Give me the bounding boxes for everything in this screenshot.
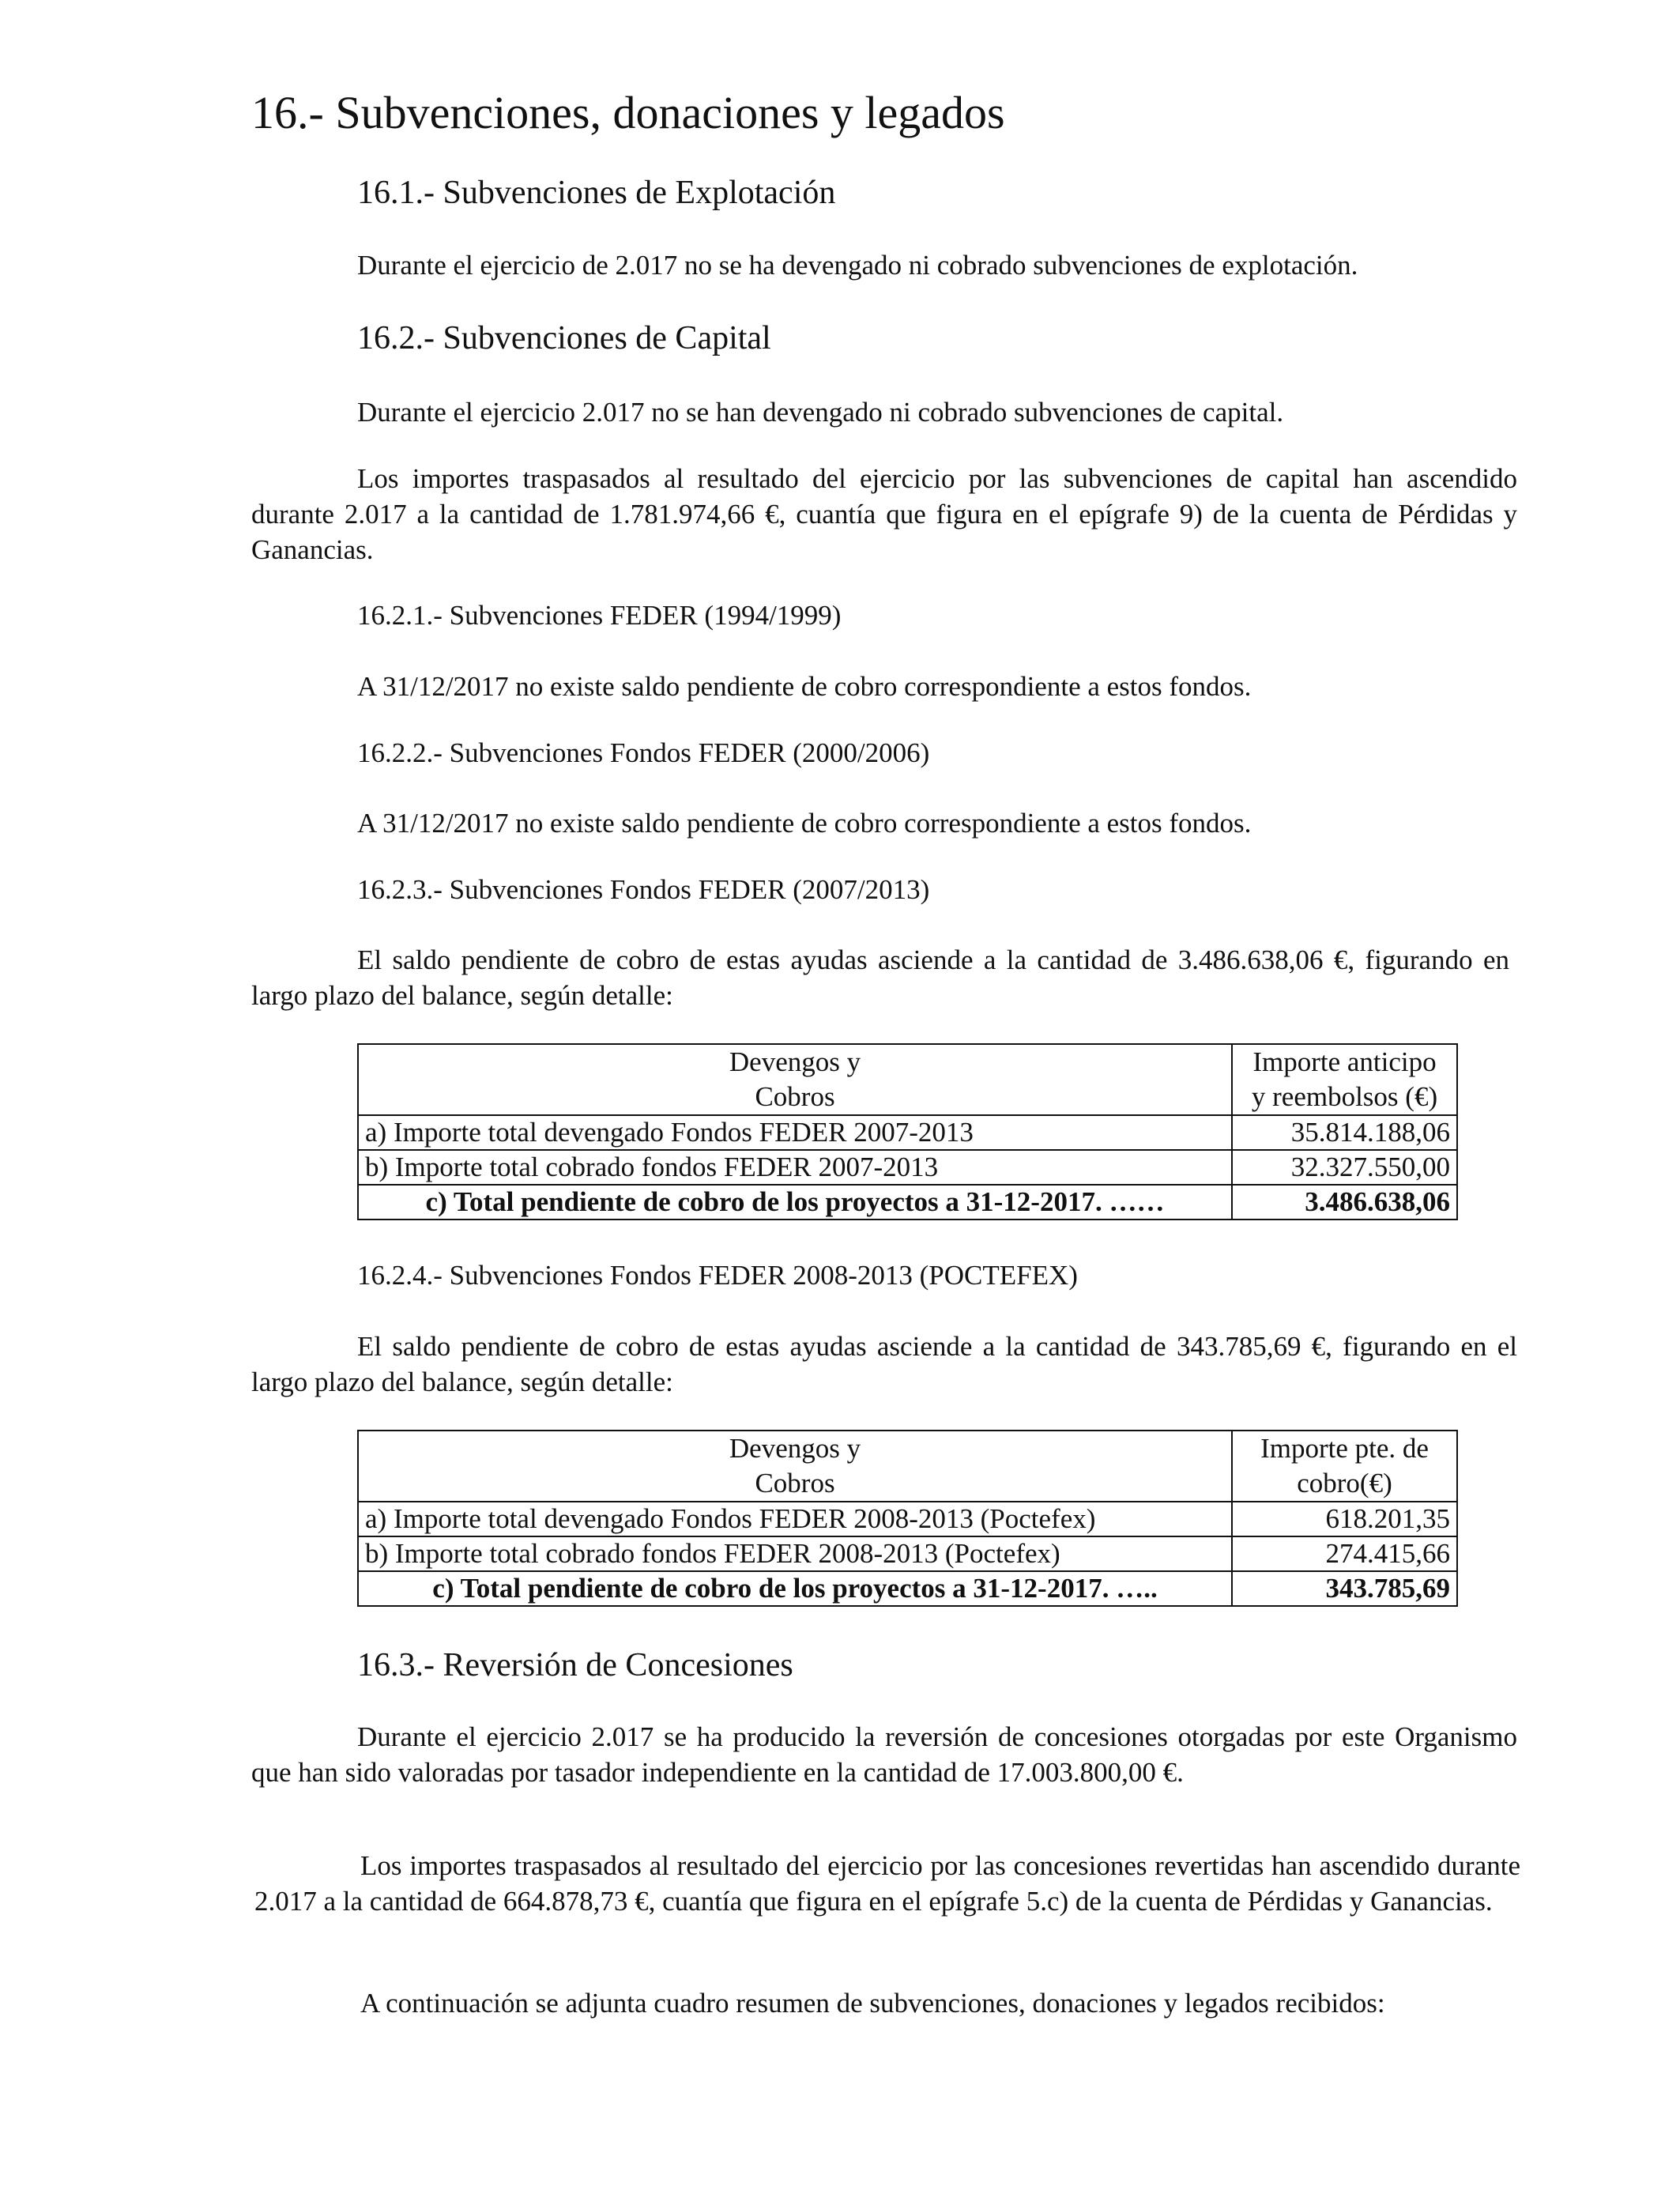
heading-16-2-3: 16.2.3.- Subvenciones Fondos FEDER (2007/2013) [357,874,930,905]
paragraph-16-3-a-text: Durante el ejercicio 2.017 se ha producido la reversión de concesiones otorgadas por este Organismo que han sido valoradas por tasador independiente en la cantidad de 17.003.800,00 €. [251,1721,1517,1788]
paragraph-16-2-3-text: El saldo pendiente de cobro de estas ayudas asciende a la cantidad de 3.486.638,06 €, figurando en largo plazo del balance, según detalle: [251,944,1509,1011]
col2-line1: Importe pte. de [1260,1433,1429,1464]
table-row [358,1150,1457,1185]
row-b-label: b) Importe total cobrado fondos FEDER 2007-2013 [358,1150,1232,1185]
table-total-row [358,1571,1457,1606]
row-c-value: 3.486.638,06 [1232,1185,1457,1220]
row-c-label: c) Total pendiente de cobro de los proyectos a 31-12-2017. ….. [358,1571,1232,1606]
table-header-row [358,1431,1457,1502]
table-row [358,1115,1457,1150]
col1-line2: Cobros [755,1081,835,1112]
heading-16-2-4: 16.2.4.- Subvenciones Fondos FEDER 2008-2013 (POCTEFEX) [357,1260,1078,1291]
paragraph-16-3-a [251,1719,1517,1790]
table-row [358,1536,1457,1571]
paragraph-16-2-1: A 31/12/2017 no existe saldo pendiente de cobro correspondiente a estos fondos. [357,671,1252,702]
paragraph-16-2-b [251,461,1517,567]
col2-line2: y reembolsos (€) [1251,1081,1438,1112]
row-a-value: 35.814.188,06 [1232,1115,1457,1150]
paragraph-16-3-b [254,1848,1520,1919]
table-feder-2007-2013 [357,1043,1458,1220]
table-feder-poctefex [357,1430,1458,1607]
paragraph-16-2-a: Durante el ejercicio 2.017 no se han devengado ni cobrado subvenciones de capital. [357,397,1284,428]
row-b-label: b) Importe total cobrado fondos FEDER 2008-2013 (Poctefex) [358,1536,1232,1571]
paragraph-16-2-2: A 31/12/2017 no existe saldo pendiente de cobro correspondiente a estos fondos. [357,808,1252,839]
page-title: 16.- Subvenciones, donaciones y legados [251,87,1005,138]
heading-16-2-1: 16.2.1.- Subvenciones FEDER (1994/1999) [357,600,842,631]
row-a-value: 618.201,35 [1232,1502,1457,1536]
row-a-label: a) Importe total devengado Fondos FEDER 2007-2013 [358,1115,1232,1150]
paragraph-16-2-b-text: Los importes traspasados al resultado del ejercicio por las subvenciones de capital han ascendido durante 2.017 a la cantidad de 1.781.974,66 €, cuantía que figura en el epígrafe 9) de la cuenta de Pérdidas y Ganancias. [251,463,1517,565]
table-header-cell [358,1431,1232,1502]
paragraph-16-2-3 [251,942,1509,1013]
paragraph-16-3-c: A continuación se adjunta cuadro resumen de subvenciones, donaciones y legados recibidos: [360,1988,1385,2019]
row-b-value: 274.415,66 [1232,1536,1457,1571]
paragraph-16-2-4-text: El saldo pendiente de cobro de estas ayudas asciende a la cantidad de 343.785,69 €, figurando en el largo plazo del balance, según detalle: [251,1331,1517,1397]
paragraph-16-3-b-text: Los importes traspasados al resultado del ejercicio por las concesiones revertidas han ascendido durante 2.017 a la cantidad de 664.878,73 €, cuantía que figura en el epígrafe 5.c) de la cuenta de Pérdidas y Ganancias. [254,1850,1520,1917]
col1-line1: Devengos y [729,1046,861,1077]
col2-line1: Importe anticipo [1252,1046,1437,1077]
col1-line2: Cobros [755,1468,835,1498]
table-header-cell [1232,1044,1457,1115]
row-c-label: c) Total pendiente de cobro de los proyectos a 31-12-2017. …… [358,1185,1232,1220]
heading-16-2-2: 16.2.2.- Subvenciones Fondos FEDER (2000/2006) [357,737,930,768]
paragraph-16-1: Durante el ejercicio de 2.017 no se ha devengado ni cobrado subvenciones de explotación. [357,250,1358,281]
row-b-value: 32.327.550,00 [1232,1150,1457,1185]
table-header-cell [358,1044,1232,1115]
heading-16-2: 16.2.- Subvenciones de Capital [357,320,771,356]
heading-16-1: 16.1.- Subvenciones de Explotación [357,175,836,211]
heading-16-3: 16.3.- Reversión de Concesiones [357,1647,793,1683]
col2-line2: cobro(€) [1297,1468,1392,1498]
table-row [358,1502,1457,1536]
col1-line1: Devengos y [729,1433,861,1464]
table-header-cell [1232,1431,1457,1502]
row-a-label: a) Importe total devengado Fondos FEDER 2008-2013 (Poctefex) [358,1502,1232,1536]
table-header-row [358,1044,1457,1115]
paragraph-16-2-4 [251,1329,1517,1400]
table-total-row [358,1185,1457,1220]
row-c-value: 343.785,69 [1232,1571,1457,1606]
